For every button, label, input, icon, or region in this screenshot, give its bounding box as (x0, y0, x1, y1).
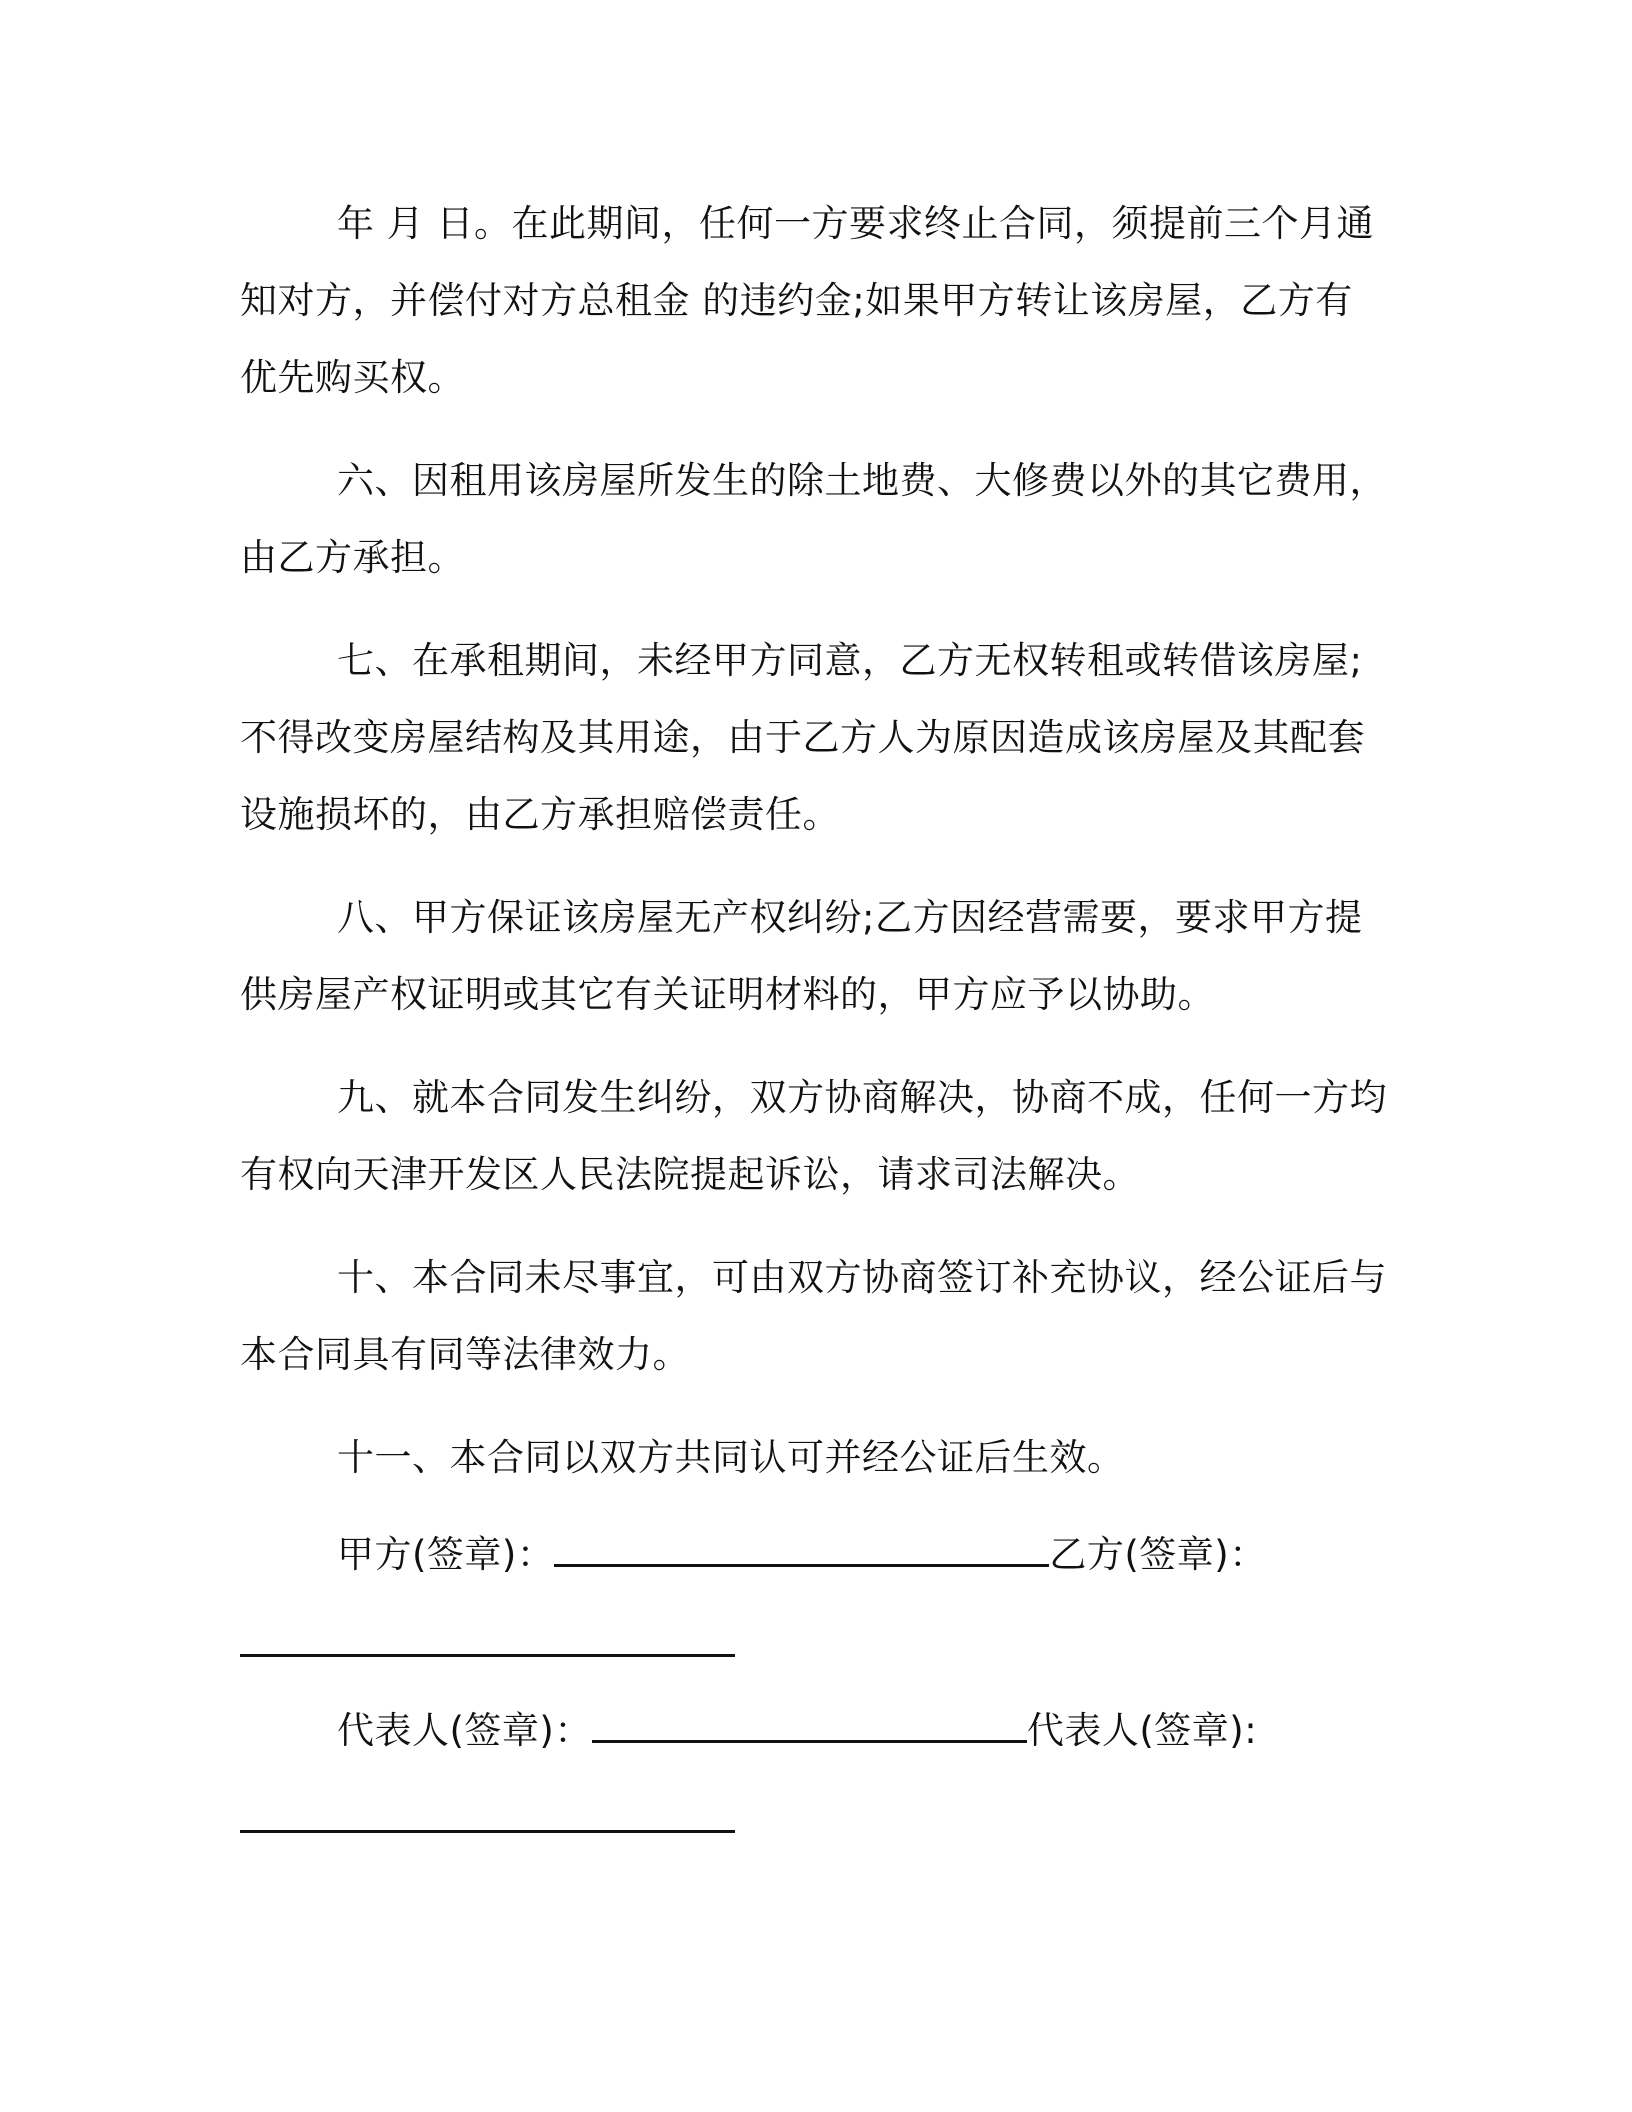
rep-b-signature-blank[interactable] (240, 1800, 735, 1833)
paragraph-term: 年 月 日。在此期间，任何一方要求终止合同，须提前三个月通知对方，并偿付对方总租金 的违约金;如果甲方转让该房屋，乙方有优先购买权。 (240, 202, 1375, 399)
document-page (240, 185, 1390, 1866)
paragraph-clause-11: 十一、本合同以双方共同认可并经公证后生效。 (337, 1436, 1125, 1479)
paragraph-clause-7: 七、在承租期间，未经甲方同意，乙方无权转租或转借该房屋;不得改变房屋结构及其用途，由于乙方人为原因造成该房屋及其配套设施损坏的，由乙方承担赔偿责任。 (240, 639, 1365, 836)
party-a-label: 甲方(签章)： (337, 1533, 555, 1576)
paragraph-clause-9: 九、就本合同发生纠纷，双方协商解决，协商不成，任何一方均有权向天津开发区人民法院提起诉讼，请求司法解决。 (240, 1076, 1387, 1196)
signature-rep-line (240, 1686, 1390, 1866)
party-a-signature-blank[interactable] (554, 1534, 1049, 1567)
signature-party-line (240, 1510, 1390, 1600)
rep-a-signature-blank[interactable] (592, 1710, 1027, 1743)
party-b-label: 乙方(签章)： (1049, 1533, 1267, 1576)
paragraph-clause-8: 八、甲方保证该房屋无产权纠纷;乙方因经营需要，要求甲方提供房屋产权证明或其它有关证明材料的，甲方应予以协助。 (240, 896, 1363, 1016)
rep-a-label: 代表人(签章)： (337, 1709, 592, 1752)
rep-b-label: 代表人(签章): (1026, 1709, 1258, 1752)
paragraph-clause-6: 六、因租用该房屋所发生的除土地费、大修费以外的其它费用，由乙方承担。 (240, 459, 1387, 579)
party-b-signature-blank[interactable] (240, 1624, 735, 1657)
paragraph-clause-10: 十、本合同未尽事宜，可由双方协商签订补充协议，经公证后与本合同具有同等法律效力。 (240, 1256, 1387, 1376)
signature-party-b-line (240, 1600, 1390, 1690)
